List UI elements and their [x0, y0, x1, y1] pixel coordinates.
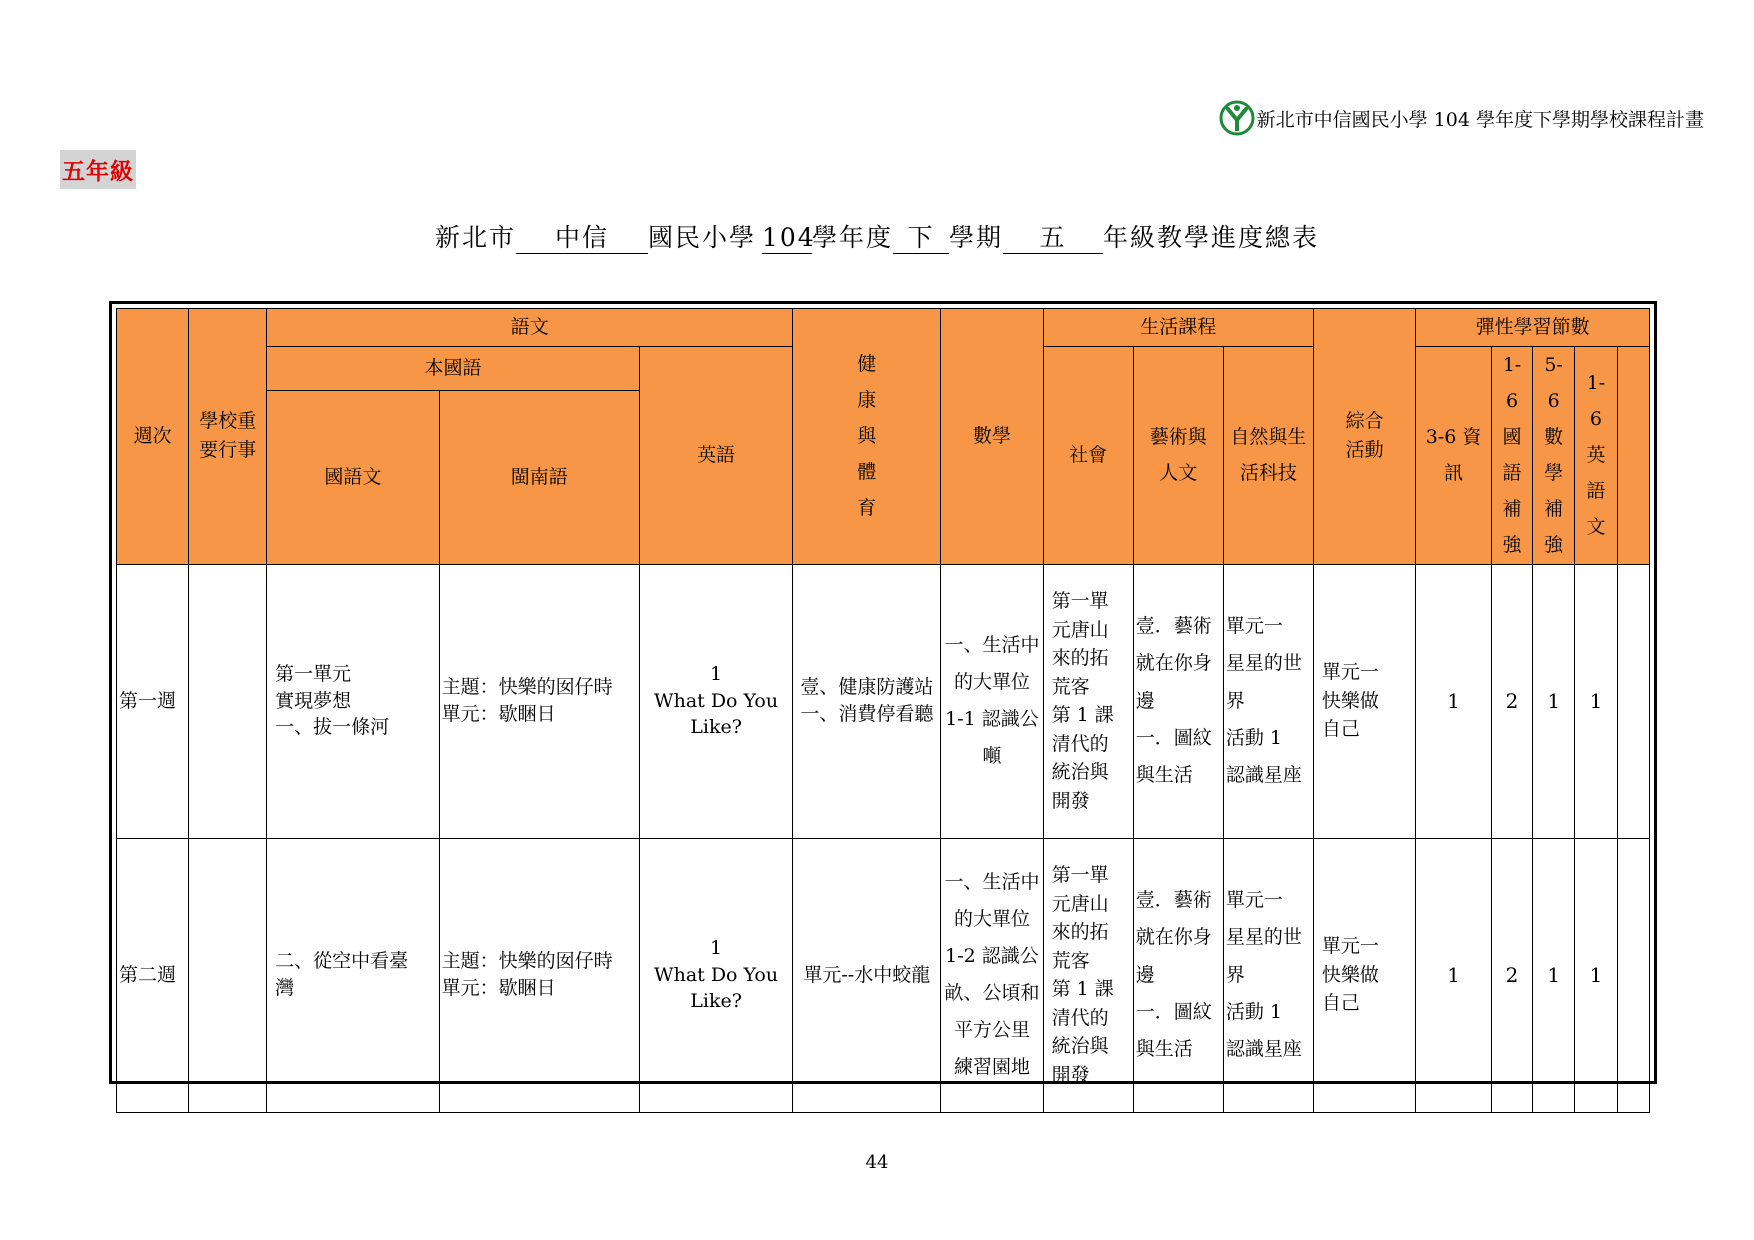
header-math: 數學 [941, 309, 1043, 565]
header-life: 生活課程 [1043, 309, 1313, 347]
table-row [117, 564, 1650, 838]
header-arts [1133, 347, 1223, 565]
cell-health: 單元--水中蛟龍 [793, 838, 941, 1112]
header-flex-info-text: 3-6 資訊 [1425, 426, 1482, 485]
cell-week: 第一週 [117, 564, 189, 838]
title-term: 下 [893, 224, 949, 254]
header-integrated [1313, 309, 1415, 565]
cell-minnan: 主題：快樂的囡仔時 單元：歇睏日 [439, 838, 639, 1112]
header-social: 社會 [1043, 347, 1133, 565]
cell-events [189, 564, 267, 838]
header-flex-math-text: 5-6 數學補強 [1544, 354, 1564, 557]
cell-events [189, 838, 267, 1112]
cell-arts: 壹．藝術 就在你身 邊 一．圖紋 與生活 [1133, 838, 1223, 1112]
header-science-text: 自然與生活科技 [1230, 426, 1307, 485]
cell-english: 1 What Do You Like? [639, 564, 793, 838]
cell-flex-chinese: 2 [1491, 838, 1532, 1112]
cell-week: 第二週 [117, 838, 189, 1112]
schedule-table-frame [109, 301, 1657, 1084]
cell-flex-english: 1 [1575, 838, 1617, 1112]
header-native: 本國語 [267, 347, 640, 391]
header-arts-text: 藝術與人文 [1149, 426, 1207, 485]
cell-math: 一、生活中 的大單位 1-1 認識公 噸 [941, 564, 1043, 838]
table-row [117, 838, 1650, 1112]
page-header [1219, 100, 1704, 136]
title-year: 104 [761, 223, 816, 252]
header-integrated-text: 綜合活動 [1345, 409, 1384, 462]
header-flex-info [1416, 347, 1492, 565]
cell-mandarin: 第一單元 實現夢想 一、拔一條河 [267, 564, 439, 838]
title-school: 中信 [516, 224, 648, 254]
header-flex-blank [1617, 347, 1649, 565]
header-flex-english [1575, 347, 1617, 565]
header-science [1223, 347, 1313, 565]
header-minnan: 閩南語 [439, 391, 639, 564]
cell-integrated: 單元一 快樂做 自己 [1313, 564, 1415, 838]
title-grade: 五 [1003, 224, 1103, 254]
cell-flex-blank [1617, 838, 1649, 1112]
cell-math: 一、生活中 的大單位 1-2 認識公 畝、公頃和 平方公里 練習園地 [941, 838, 1043, 1112]
header-health [793, 309, 941, 565]
grade-label: 五年級 [60, 150, 136, 189]
cell-social: 第一單 元唐山 來的拓 荒客 第 1 課 清代的 統治與 開發 [1043, 838, 1133, 1112]
cell-science: 單元一 星星的世 界 活動 1 認識星座 [1223, 838, 1313, 1112]
school-plan-title: 新北市中信國民小學 104 學年度下學期學校課程計畫 [1256, 108, 1704, 131]
title-term-suffix: 學期 [949, 223, 1004, 252]
cell-social: 第一單 元唐山 來的拓 荒客 第 1 課 清代的 統治與 開發 [1043, 564, 1133, 838]
cell-flex-english: 1 [1575, 564, 1617, 838]
cell-integrated: 單元一 快樂做 自己 [1313, 838, 1415, 1112]
header-flex-math [1533, 347, 1575, 565]
cell-flex-info: 1 [1416, 564, 1492, 838]
header-week: 週次 [117, 309, 189, 565]
document-title [0, 218, 1754, 254]
cell-flex-chinese: 2 [1491, 564, 1532, 838]
title-city: 新北市 [434, 223, 516, 252]
header-mandarin: 國語文 [267, 391, 439, 564]
teaching-schedule-table [116, 308, 1650, 1113]
cell-mandarin-text: 二、從空中看臺 灣 [275, 950, 409, 1000]
header-flex-english-text: 1-6 英語文 [1586, 372, 1606, 539]
cell-flex-blank [1617, 564, 1649, 838]
page-number: 44 [865, 1152, 889, 1173]
cell-flex-math: 1 [1533, 838, 1575, 1112]
cell-mandarin [267, 838, 439, 1112]
header-flex-chinese-text: 1-6 國語補強 [1502, 354, 1522, 557]
header-events [189, 309, 267, 565]
cell-flex-info: 1 [1416, 838, 1492, 1112]
header-flex-chinese [1491, 347, 1532, 565]
title-suffix: 年級教學進度總表 [1103, 223, 1320, 252]
title-year-suffix: 學年度 [811, 223, 893, 252]
header-english: 英語 [639, 347, 793, 565]
title-school-type: 國民小學 [647, 223, 756, 252]
cell-science: 單元一 星星的世 界 活動 1 認識星座 [1223, 564, 1313, 838]
cell-minnan: 主題：快樂的囡仔時 單元：歇睏日 [439, 564, 639, 838]
school-logo-icon [1219, 100, 1255, 136]
header-language: 語文 [267, 309, 793, 347]
cell-flex-math: 1 [1533, 564, 1575, 838]
header-events-text: 學校重要行事 [199, 409, 257, 462]
header-flex: 彈性學習節數 [1416, 309, 1650, 347]
cell-arts: 壹．藝術 就在你身 邊 一．圖紋 與生活 [1133, 564, 1223, 838]
header-health-text: 健康與體育 [857, 353, 877, 520]
cell-health: 壹、健康防護站 一、消費停看聽 [793, 564, 941, 838]
cell-english: 1 What Do You Like? [639, 838, 793, 1112]
